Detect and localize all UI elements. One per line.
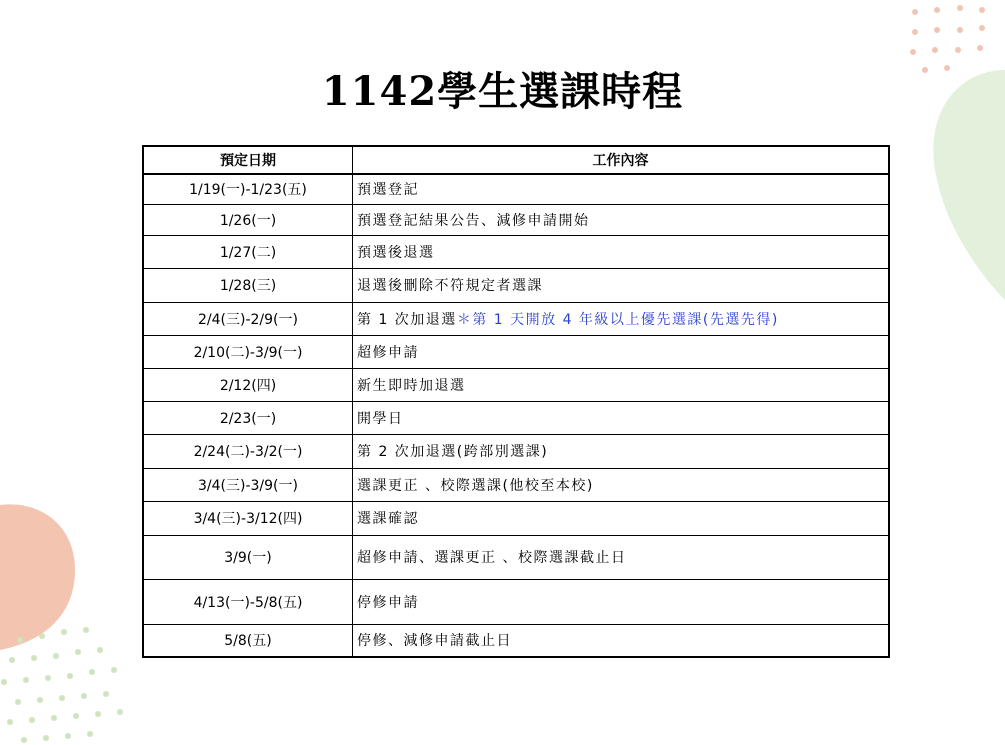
table-row	[143, 579, 889, 624]
date-cell: 4/13(一)-5/8(五)	[143, 579, 353, 624]
table-row	[143, 335, 889, 368]
table-row	[143, 501, 889, 535]
content-text: 預選登記結果公告、減修申請開始	[357, 212, 590, 229]
content-cell	[353, 268, 890, 302]
date-cell: 1/27(二)	[143, 235, 353, 268]
content-text: 停修、減修申請截止日	[357, 633, 512, 650]
date-cell: 1/26(一)	[143, 204, 353, 235]
table-row	[143, 535, 889, 579]
content-cell	[353, 204, 890, 235]
content-text: 超修申請	[357, 344, 419, 361]
date-cell: 3/4(三)-3/12(四)	[143, 501, 353, 535]
content-cell	[353, 579, 890, 624]
content-cell	[353, 501, 890, 535]
content-cell	[353, 401, 890, 434]
content-text: 選課確認	[357, 511, 419, 527]
date-cell: 2/24(二)-3/2(一)	[143, 434, 353, 468]
content-cell	[353, 335, 890, 368]
content-text: 超修申請、選課更正 、校際選課截止日	[357, 550, 627, 566]
content-cell	[353, 468, 890, 501]
content-cell	[353, 368, 890, 401]
table-row	[143, 624, 889, 657]
date-cell: 1/28(三)	[143, 268, 353, 302]
header-content: 工作內容	[353, 146, 890, 174]
date-cell: 2/12(四)	[143, 368, 353, 401]
content-cell	[353, 535, 890, 579]
table-row	[143, 434, 889, 468]
date-cell: 2/23(一)	[143, 401, 353, 434]
date-cell: 2/4(三)-2/9(一)	[143, 302, 353, 335]
content-text: 停修申請	[357, 594, 419, 611]
content-text: 開學日	[357, 410, 404, 427]
date-cell: 3/9(一)	[143, 535, 353, 579]
date-cell: 2/10(二)-3/9(一)	[143, 335, 353, 368]
date-cell: 5/8(五)	[143, 624, 353, 657]
table-row	[143, 235, 889, 268]
date-cell: 3/4(三)-3/9(一)	[143, 468, 353, 501]
content-cell	[353, 434, 890, 468]
schedule-table	[142, 145, 890, 658]
table-row	[143, 368, 889, 401]
content-text: 第 1 次加退選	[357, 311, 457, 328]
table-row	[143, 468, 889, 501]
content-text: 選課更正 、校際選課(他校至本校)	[357, 477, 594, 494]
dots-bottom-left-decoration	[1, 627, 123, 743]
table-row	[143, 401, 889, 434]
table-row	[143, 268, 889, 302]
table-row	[143, 174, 889, 204]
content-text: 退選後刪除不符規定者選課	[357, 278, 543, 294]
content-cell	[353, 235, 890, 268]
priority-note: ＊第 1 天開放 4 年級以上優先選課(先選先得)	[456, 311, 779, 328]
content-cell	[353, 624, 890, 657]
content-text: 預選後退選	[357, 244, 435, 261]
header-date: 預定日期	[143, 146, 353, 174]
date-cell: 1/19(一)-1/23(五)	[143, 174, 353, 204]
content-text: 第 2 次加退選(跨部別選課)	[357, 444, 549, 460]
table-row	[143, 302, 889, 335]
content-cell	[353, 302, 890, 335]
content-text: 預選登記	[357, 182, 419, 199]
content-cell	[353, 174, 890, 204]
table-row	[143, 204, 889, 235]
table-header-row	[143, 146, 889, 174]
page-title: 1142學生選課時程	[321, 68, 684, 115]
peach-blob-decoration	[0, 504, 75, 650]
content-text: 新生即時加退選	[357, 377, 466, 394]
